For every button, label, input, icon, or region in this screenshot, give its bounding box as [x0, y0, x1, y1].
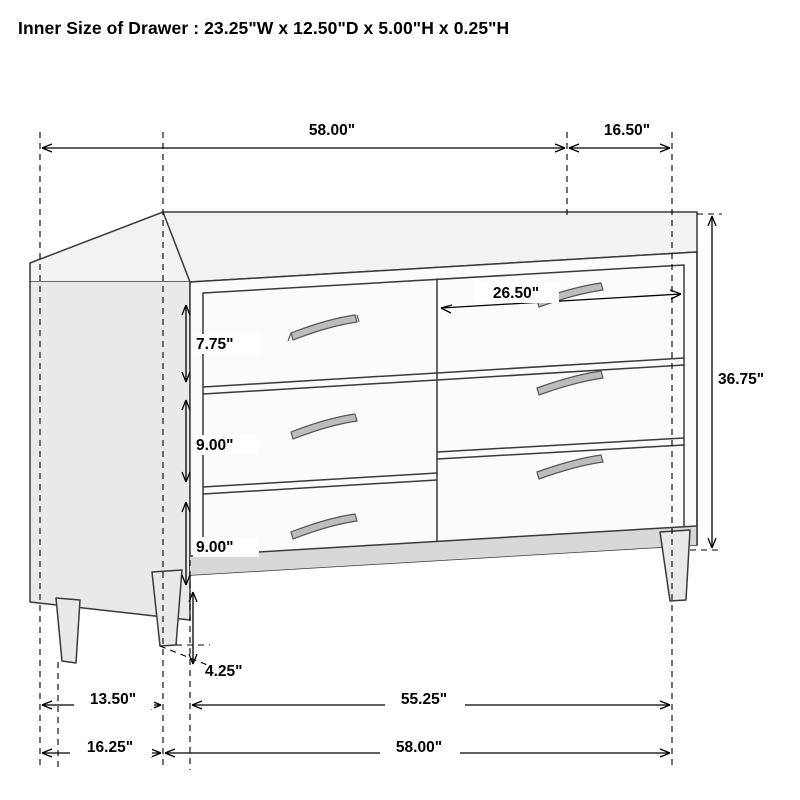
dim-label-total-height: 36.75": [718, 371, 765, 388]
dim-label-drawer-h-2: 9.00": [196, 437, 234, 454]
dim-label-leg-height: 4.25": [205, 663, 243, 680]
dim-label-overall-depth: 16.25": [86, 739, 134, 756]
dim-label-overall-width: 58.00": [395, 739, 443, 756]
dim-label-drawer-h-3: 9.00": [196, 539, 234, 556]
dim-label-drawer-h-1: 7.75": [196, 336, 234, 353]
page-title: Inner Size of Drawer : 23.25"W x 12.50"D x 5.00"H x 0.25"H: [18, 18, 510, 38]
dim-label-top-width-main: 58.00": [308, 122, 356, 139]
dim-label-front-width: 55.25": [400, 691, 448, 708]
dresser-illustration: [30, 212, 697, 663]
dim-label-top-width-right: 16.50": [603, 122, 651, 139]
dim-label-drawer-width-top: 26.50": [492, 285, 540, 302]
dim-label-side-depth: 13.50": [89, 691, 137, 708]
